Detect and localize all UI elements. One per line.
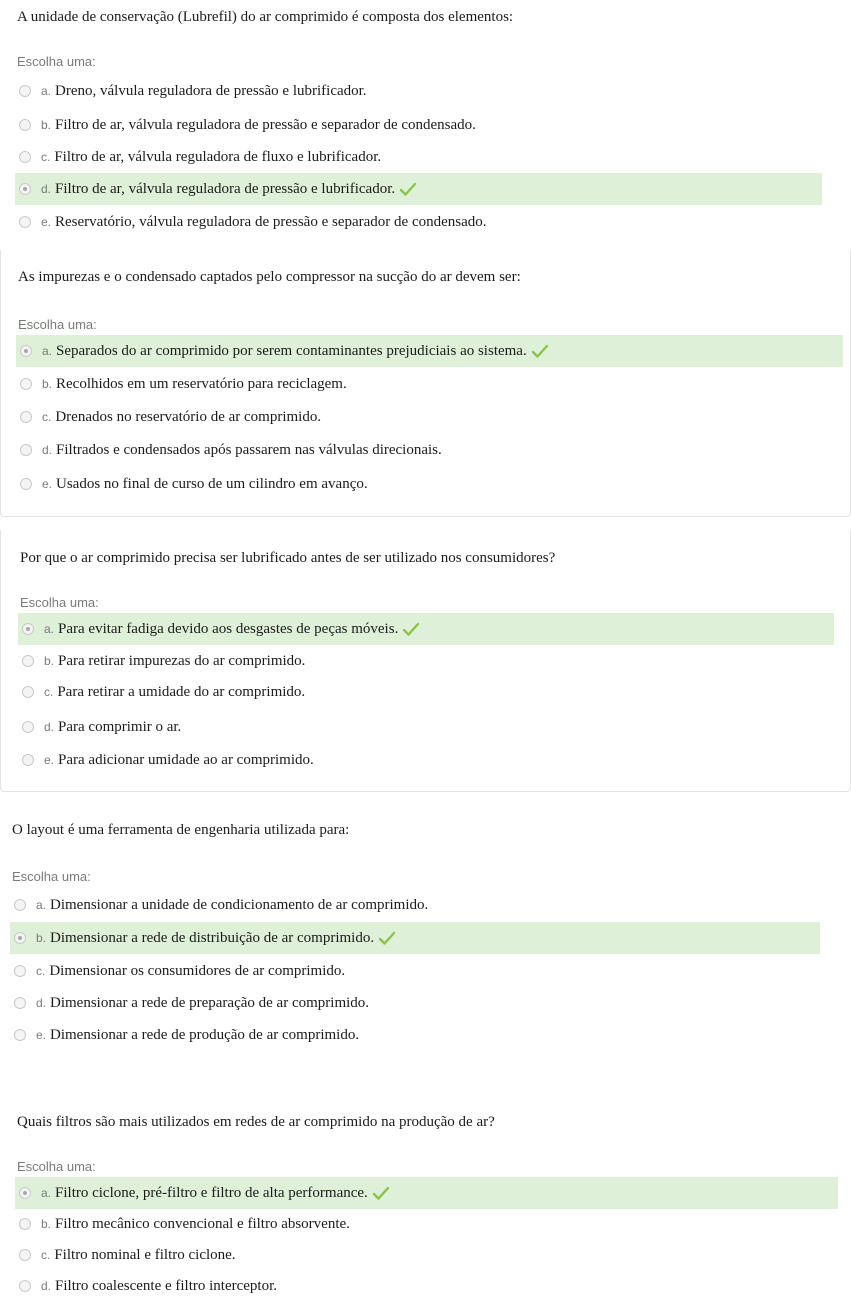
check-icon <box>532 344 548 358</box>
answer-text: Usados no final de curso de um cilindro em avanço. <box>56 475 368 492</box>
answer-text: Dreno, válvula reguladora de pressão e lubrificador. <box>55 82 367 99</box>
answer-letter: e. <box>41 215 52 229</box>
radio-button[interactable] <box>19 1280 31 1292</box>
answer-letter: a. <box>44 622 55 636</box>
choose-one-label: Escolha uma: <box>17 1159 96 1174</box>
answer-text: Filtro de ar, válvula reguladora de fluxo e lubrificador. <box>54 148 382 165</box>
radio-button-selected[interactable] <box>14 932 26 944</box>
question-text: O layout é uma ferramenta de engenharia utilizada para: <box>12 822 350 838</box>
radio-button[interactable] <box>14 965 26 977</box>
answer-option-a[interactable] <box>15 75 822 107</box>
radio-button[interactable] <box>22 754 34 766</box>
answer-option-a[interactable] <box>10 889 820 921</box>
radio-button[interactable] <box>20 444 32 456</box>
radio-button[interactable] <box>22 686 34 698</box>
answer-letter: c. <box>41 150 51 164</box>
answer-text: Dimensionar a rede de distribuição de ar comprimido. <box>50 929 375 946</box>
answer-text: Drenados no reservatório de ar comprimido. <box>55 408 322 425</box>
radio-button[interactable] <box>14 899 26 911</box>
answer-letter: d. <box>41 182 52 196</box>
answer-option-b[interactable] <box>18 645 834 677</box>
answer-text: Filtro nominal e filtro ciclone. <box>54 1246 236 1263</box>
answer-letter: e. <box>42 477 53 491</box>
radio-button[interactable] <box>19 216 31 228</box>
radio-button[interactable] <box>20 378 32 390</box>
answer-option-e[interactable] <box>10 1019 820 1051</box>
radio-button[interactable] <box>22 721 34 733</box>
answer-text: Dimensionar a unidade de condicionamento de ar comprimido. <box>50 896 429 913</box>
answer-letter: a. <box>36 898 47 912</box>
answer-option-c[interactable] <box>15 1239 838 1271</box>
answer-letter: c. <box>44 685 54 699</box>
answer-text: Recolhidos em um reservatório para reciclagem. <box>56 375 347 392</box>
radio-button[interactable] <box>19 119 31 131</box>
radio-button-selected[interactable] <box>22 623 34 635</box>
answer-option-d[interactable] <box>10 987 820 1019</box>
answer-letter: e. <box>36 1028 47 1042</box>
check-icon <box>379 931 395 945</box>
answer-text: Reservatório, válvula reguladora de pressão e separador de condensado. <box>55 213 487 230</box>
radio-button-selected[interactable] <box>20 345 32 357</box>
answer-option-a[interactable] <box>15 1177 838 1209</box>
question-3 <box>0 530 851 792</box>
answer-text: Dimensionar a rede de produção de ar comprimido. <box>50 1026 360 1043</box>
answer-text: Separados do ar comprimido por serem contaminantes prejudiciais ao sistema. <box>56 342 527 359</box>
answer-letter: b. <box>41 118 52 132</box>
choose-one-label: Escolha uma: <box>18 317 97 332</box>
question-text: Por que o ar comprimido precisa ser lubrificado antes de ser utilizado nos consumidores? <box>20 550 556 566</box>
answer-text: Filtrados e condensados após passarem nas válvulas direcionais. <box>56 441 442 458</box>
radio-button[interactable] <box>14 997 26 1009</box>
answer-text: Para comprimir o ar. <box>58 718 182 735</box>
answer-option-c[interactable] <box>10 955 820 987</box>
choose-one-label: Escolha uma: <box>12 869 91 884</box>
answer-text: Filtro mecânico convencional e filtro absorvente. <box>55 1215 350 1232</box>
answer-option-d[interactable] <box>15 1270 838 1302</box>
answer-letter: d. <box>41 1279 52 1293</box>
radio-button-selected[interactable] <box>19 1187 31 1199</box>
question-text: A unidade de conservação (Lubrefil) do ar comprimido é composta dos elementos: <box>17 9 514 25</box>
answer-option-d[interactable] <box>16 434 843 466</box>
answer-letter: c. <box>41 1248 51 1262</box>
radio-button[interactable] <box>22 655 34 667</box>
answer-text: Para retirar impurezas do ar comprimido. <box>58 652 306 669</box>
answer-letter: a. <box>42 344 53 358</box>
answer-text: Para evitar fadiga devido aos desgastes de peças móveis. <box>58 620 399 637</box>
answer-letter: d. <box>36 996 47 1010</box>
check-icon <box>373 1186 389 1200</box>
choose-one-label: Escolha uma: <box>17 54 96 69</box>
question-2 <box>0 250 851 517</box>
answer-text: Para retirar a umidade do ar comprimido. <box>57 683 306 700</box>
radio-button[interactable] <box>14 1029 26 1041</box>
check-icon <box>400 182 416 196</box>
answer-option-a[interactable] <box>18 613 834 645</box>
answer-letter: a. <box>41 84 52 98</box>
answer-letter: b. <box>42 377 53 391</box>
answer-option-a[interactable] <box>16 335 843 367</box>
answer-text: Filtro de ar, válvula reguladora de pressão e lubrificador. <box>55 180 396 197</box>
answer-letter: c. <box>42 410 52 424</box>
answer-option-b[interactable] <box>15 109 822 141</box>
answer-text: Filtro ciclone, pré-filtro e filtro de alta performance. <box>55 1184 368 1201</box>
answer-option-b[interactable] <box>10 922 820 954</box>
question-1 <box>0 0 851 245</box>
answer-letter: e. <box>44 753 55 767</box>
check-icon <box>403 622 419 636</box>
radio-button[interactable] <box>20 478 32 490</box>
answer-letter: d. <box>44 720 55 734</box>
answer-option-d[interactable] <box>15 173 822 205</box>
radio-button[interactable] <box>19 1249 31 1261</box>
answer-text: Filtro coalescente e filtro interceptor. <box>55 1277 278 1294</box>
answer-text: Para adicionar umidade ao ar comprimido. <box>58 751 314 768</box>
answer-letter: b. <box>41 1217 52 1231</box>
choose-one-label: Escolha uma: <box>20 595 99 610</box>
radio-button-selected[interactable] <box>19 183 31 195</box>
answer-option-c[interactable] <box>16 401 843 433</box>
answer-letter: b. <box>44 654 55 668</box>
answer-letter: b. <box>36 931 47 945</box>
answer-option-b[interactable] <box>16 368 843 400</box>
radio-button[interactable] <box>19 85 31 97</box>
answer-option-d[interactable] <box>18 711 834 743</box>
question-5 <box>0 1090 851 1299</box>
answer-option-c[interactable] <box>15 141 822 173</box>
question-4 <box>0 800 851 1090</box>
answer-text: Filtro de ar, válvula reguladora de pressão e separador de condensado. <box>55 116 476 133</box>
answer-letter: a. <box>41 1186 52 1200</box>
answer-text: Dimensionar a rede de preparação de ar comprimido. <box>50 994 370 1011</box>
question-text: Quais filtros são mais utilizados em redes de ar comprimido na produção de ar? <box>17 1114 495 1130</box>
radio-button[interactable] <box>19 1218 31 1230</box>
question-text: As impurezas e o condensado captados pelo compressor na sucção do ar devem ser: <box>18 269 521 285</box>
answer-option-e[interactable] <box>18 744 834 776</box>
answer-text: Dimensionar os consumidores de ar comprimido. <box>49 962 346 979</box>
radio-button[interactable] <box>20 411 32 423</box>
answer-option-b[interactable] <box>15 1208 838 1240</box>
answer-option-e[interactable] <box>16 468 843 500</box>
answer-option-c[interactable] <box>18 676 834 708</box>
answer-option-e[interactable] <box>15 206 822 238</box>
answer-letter: d. <box>42 443 53 457</box>
radio-button[interactable] <box>19 151 31 163</box>
answer-letter: c. <box>36 964 46 978</box>
